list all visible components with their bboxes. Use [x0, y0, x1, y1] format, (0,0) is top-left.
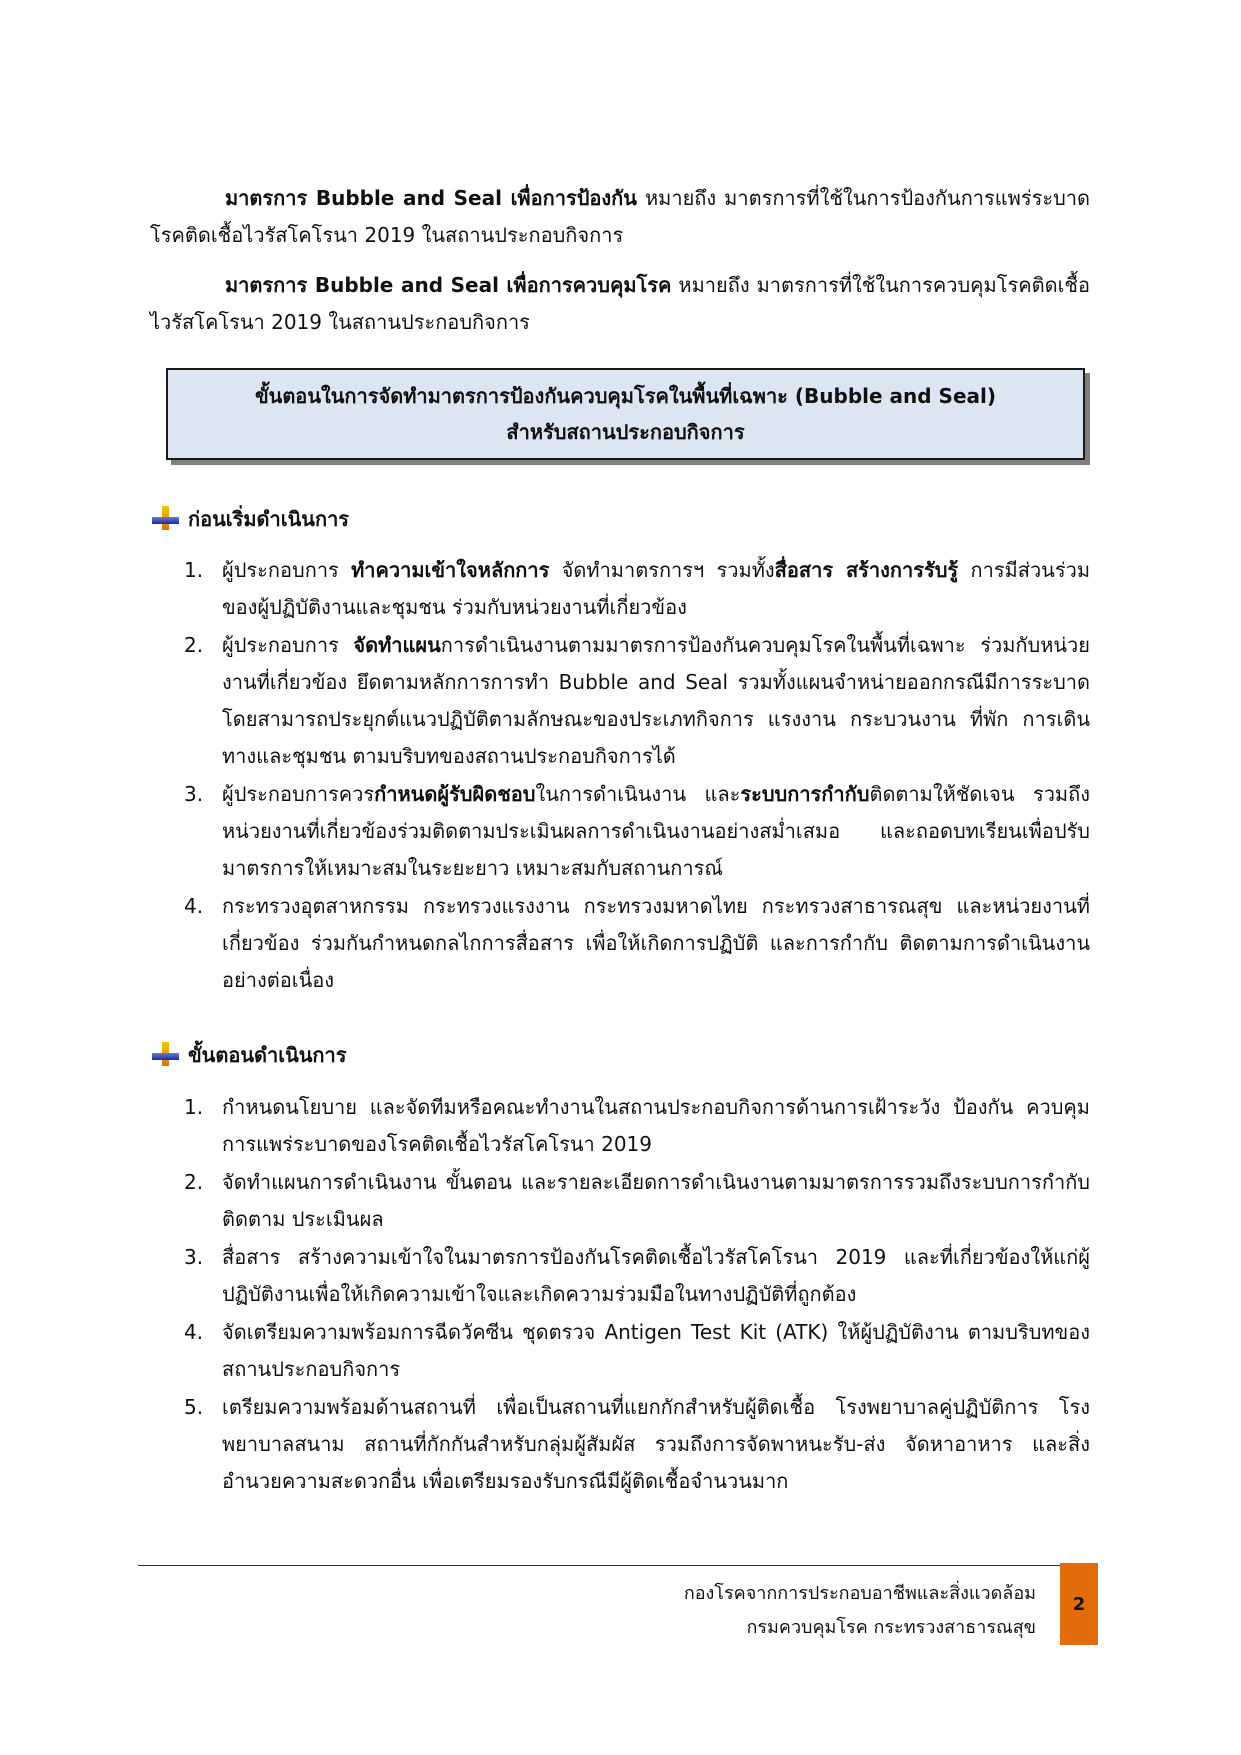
list-item-emphasis: ระบบการกำกับ	[740, 782, 870, 806]
footer-line-1: กองโรคจากการประกอบอาชีพและสิ่งแวดล้อม	[683, 1583, 1036, 1604]
list-item	[184, 888, 1090, 999]
list-item-text: สื่อสาร สร้างความเข้าใจในมาตรการป้องกันโรคติดเชื้อไวรัสโคโรนา 2019 และที่เกี่ยวข้องให้แก่ผู้ปฏิบัติงานเพื่อให้เกิดความเข้าใจและเกิดความร่วมมือในทางปฏิบัติที่ถูกต้อง	[222, 1245, 1090, 1306]
list-item-text: กระทรวงอุตสาหกรรม กระทรวงแรงงาน กระทรวงมหาดไทย กระทรวงสาธารณสุข และหน่วยงานที่เกี่ยวข้อง ร่วมกันกำหนดกลไกการสื่อสาร เพื่อให้เกิดการปฏิบัติ และการกำกับ ติดตามการดำเนินงานอย่างต่อเนื่อง	[222, 894, 1090, 992]
plus-cross-bullet-icon	[150, 504, 180, 534]
list-item	[184, 1164, 1090, 1238]
list-item-emphasis: กำหนดผู้รับผิดชอบ	[374, 782, 536, 806]
list-item	[184, 1389, 1090, 1500]
plus-cross-bullet-icon	[150, 1040, 180, 1070]
section-heading-before	[150, 504, 349, 534]
section-heading-steps	[150, 1040, 347, 1070]
intro-term-prevention: มาตรการ Bubble and Seal เพื่อการป้องกัน	[225, 186, 637, 210]
list-item	[184, 1239, 1090, 1313]
list-item	[184, 1314, 1090, 1388]
list-item-number: 2.	[184, 633, 204, 657]
intro-paragraph-prevention	[150, 180, 1090, 254]
list-item-emphasis: ทำความเข้าใจหลักการ	[351, 558, 550, 582]
list-item-text: ผู้ประกอบการ	[222, 633, 354, 657]
title-box	[166, 368, 1085, 460]
list-item-text: จัดเตรียมความพร้อมการฉีดวัคซีน ชุดตรวจ Antigen Test Kit (ATK) ให้ผู้ปฏิบัติงาน ตามบริบทของสถานประกอบกิจการ	[222, 1320, 1090, 1381]
list-item-emphasis: จัดทำแผน	[353, 633, 441, 657]
section-heading-before-label: ก่อนเริ่มดำเนินการ	[188, 507, 350, 531]
list-item-number: 3.	[184, 782, 204, 806]
list-item-text: ผู้ประกอบการ	[222, 558, 352, 582]
list-item-text: เตรียมความพร้อมด้านสถานที่ เพื่อเป็นสถานที่แยกกักสำหรับผู้ติดเชื้อ โรงพยาบาลคู่ปฏิบัติการ โรงพยาบาลสนาม สถานที่กักกันสำหรับกลุ่มผู้สัมผัส รวมถึงการจัดพาหนะรับ-ส่ง จัดหาอาหาร และสิ่งอำนวยความสะดวกอื่น เพื่อเตรียมรองรับกรณีมีผู้ติดเชื้อจำนวนมาก	[222, 1395, 1090, 1493]
list-item-text: การดำเนินงานตามมาตรการป้องกันควบคุมโรคในพื้นที่เฉพาะ ร่วมกับหน่วยงานที่เกี่ยวข้อง ยึดตามหลักการการทำ Bubble and Seal รวมทั้งแผนจำหน่ายออกกรณีมีการระบาด โดยสามารถประยุกต์แนวปฏิบัติตามลักษณะของประเภทกิจการ แรงงาน กระบวนงาน ที่พัก การเดินทางและชุมชน ตามบริบทของสถานประกอบกิจการได้	[222, 633, 1090, 768]
list-item-number: 3.	[184, 1245, 204, 1269]
list-item	[184, 552, 1091, 626]
intro-term-control: มาตรการ Bubble and Seal เพื่อการควบคุมโรค	[225, 273, 672, 297]
list-item	[184, 1089, 1090, 1163]
intro-paragraph-control	[150, 267, 1090, 341]
list-item-number: 4.	[184, 1320, 204, 1344]
list-item-number: 2.	[184, 1170, 204, 1194]
title-line-2: สำหรับสถานประกอบกิจการ	[506, 420, 745, 444]
title-line-1: ขั้นตอนในการจัดทำมาตรการป้องกันควบคุมโรคในพื้นที่เฉพาะ (Bubble and Seal)	[254, 384, 997, 408]
section-heading-steps-label: ขั้นตอนดำเนินการ	[188, 1043, 347, 1067]
list-item-text: ติดตามให้ชัดเจน รวมถึงหน่วยงานที่เกี่ยวข้องร่วมติดตามประเมินผลการดำเนินงานอย่างสม่ำเสมอ และถอดบทเรียนเพื่อปรับมาตรการให้เหมาะสมในระยะยาว เหมาะสมกับสถานการณ์	[222, 782, 1090, 880]
operation-steps-list	[184, 1089, 1090, 1501]
list-item	[184, 627, 1090, 775]
list-item-text: ผู้ประกอบการควร	[222, 782, 375, 806]
list-item-text: ในการดำเนินงาน และ	[535, 782, 741, 806]
list-item-number: 4.	[184, 894, 204, 918]
list-item-number: 1.	[184, 558, 204, 582]
list-item-text: จัดทำแผนการดำเนินงาน ขั้นตอน และรายละเอียดการดำเนินงานตามมาตรการรวมถึงระบบการกำกับติดตาม ประเมินผล	[222, 1170, 1090, 1231]
list-item-emphasis: สื่อสาร สร้างการรับรู้	[774, 558, 959, 582]
footer-organization	[684, 1577, 1036, 1645]
footer-line-2: กรมควบคุมโรค กระทรวงสาธารณสุข	[746, 1617, 1036, 1638]
footer-divider	[138, 1565, 1060, 1566]
list-item	[184, 776, 1090, 887]
list-item-text: จัดทำมาตรการฯ รวมทั้ง	[549, 558, 775, 582]
intro-definition-control: หมายถึง มาตรการที่ใช้ในการควบคุมโรคติดเชื้อไวรัสโคโรนา 2019 ในสถานประกอบกิจการ	[150, 273, 1090, 334]
list-item-text: การมีส่วนร่วมของผู้ปฏิบัติงานและชุมชน ร่วมกับหน่วยงานที่เกี่ยวข้อง	[222, 558, 1091, 619]
list-item-number: 1.	[184, 1095, 204, 1119]
list-item-text: กำหนดนโยบาย และจัดทีมหรือคณะทำงานในสถานประกอบกิจการด้านการเฝ้าระวัง ป้องกัน ควบคุม การแพร่ระบาดของโรคติดเชื้อไวรัสโคโรนา 2019	[222, 1095, 1090, 1156]
list-item-number: 5.	[184, 1395, 204, 1419]
page-number: 2	[1072, 1593, 1086, 1615]
page-number-box	[1060, 1563, 1098, 1645]
before-steps-list	[184, 552, 1091, 1000]
intro-definition-prevention: หมายถึง มาตรการที่ใช้ในการป้องกันการแพร่ระบาดโรคติดเชื้อไวรัสโคโรนา 2019 ในสถานประกอบกิจการ	[150, 186, 1090, 247]
